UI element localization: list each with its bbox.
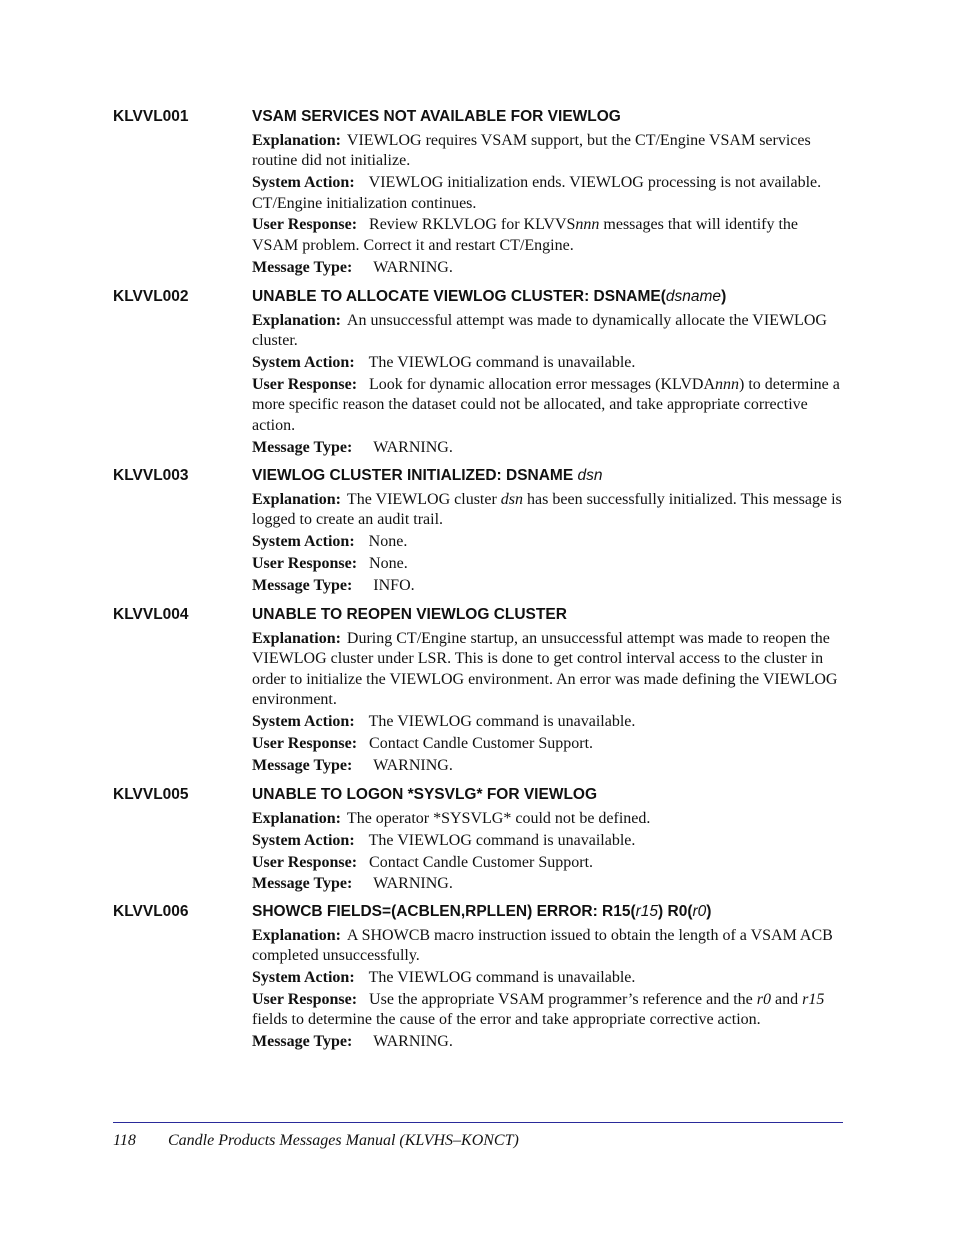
user-response-text: Review RKLVLOG for KLVVS: [369, 216, 576, 234]
title-variable: dsn: [577, 467, 603, 484]
message-id: KLVVL004: [113, 606, 189, 623]
system-action-label: System Action:: [252, 533, 355, 551]
user-response-paragraph: [252, 215, 842, 256]
title-text: ): [706, 903, 712, 920]
title-variable: r0: [692, 903, 707, 920]
title-text: UNABLE TO ALLOCATE VIEWLOG CLUSTER: DSNAME(: [252, 288, 666, 305]
message-type-paragraph: [252, 576, 842, 596]
user-response-label: User Response:: [252, 376, 358, 393]
explanation-label: Explanation:: [252, 630, 341, 647]
message-type-label: Message Type:: [252, 875, 353, 893]
system-action-label: System Action:: [252, 174, 355, 192]
message-type-paragraph: [252, 258, 842, 278]
user-response-text: Contact Candle Customer Support.: [369, 734, 594, 752]
title-variable: r15: [635, 903, 659, 920]
title-text: VIEWLOG CLUSTER INITIALIZED: DSNAME: [252, 467, 578, 484]
message-title: [252, 466, 852, 486]
message-body: [252, 926, 842, 1054]
user-response-label: User Response:: [252, 853, 358, 871]
explanation-text: An unsuccessful attempt was made to dynamically allocate the VIEWLOG cluster.: [252, 312, 827, 350]
user-response-variable: nnn: [575, 216, 600, 234]
user-response-paragraph: [252, 554, 842, 574]
message-body: [252, 311, 842, 459]
system-action-text: The VIEWLOG command is unavailable.: [368, 713, 636, 731]
system-action-text: The VIEWLOG command is unavailable.: [368, 969, 636, 987]
system-action-label: System Action:: [252, 969, 355, 987]
page-number: 118: [113, 1132, 136, 1149]
message-title: [252, 902, 852, 922]
user-response-text: messages that will identify the VSAM problem. Correct it and restart CT/Engine.: [252, 216, 799, 254]
explanation-variable: dsn: [500, 491, 524, 508]
system-action-text: The VIEWLOG command is unavailable.: [368, 354, 636, 372]
message-id: KLVVL001: [113, 108, 189, 125]
message-body: [252, 131, 842, 279]
message-title: UNABLE TO LOGON *SYSVLG* FOR VIEWLOG: [252, 786, 598, 803]
user-response-text: fields to determine the cause of the error and take appropriate corrective action.: [252, 1011, 761, 1029]
system-action-paragraph: [252, 173, 842, 214]
system-action-text: The VIEWLOG command is unavailable.: [368, 831, 636, 849]
message-id: KLVVL003: [113, 467, 189, 484]
explanation-text: VIEWLOG requires VSAM support, but the CT/Engine VSAM services routine did not initialize.: [252, 132, 811, 170]
message-id: KLVVL006: [113, 903, 189, 920]
message-type-paragraph: [252, 874, 842, 894]
message-id: KLVVL002: [113, 288, 189, 305]
user-response-variable: r0: [756, 991, 771, 1008]
message-title: UNABLE TO REOPEN VIEWLOG CLUSTER: [252, 606, 567, 623]
message-type-label: Message Type:: [252, 576, 353, 594]
user-response-text: Use the appropriate VSAM programmer’s reference and the: [369, 991, 757, 1008]
system-action-paragraph: [252, 968, 842, 988]
footer-divider: [113, 1122, 843, 1123]
explanation-label: Explanation:: [252, 312, 341, 329]
message-body: [252, 629, 842, 777]
user-response-label: User Response:: [252, 555, 358, 572]
message-type-text: WARNING.: [373, 258, 453, 276]
explanation-label: Explanation:: [252, 491, 341, 508]
explanation-text: During CT/Engine startup, an unsuccessful attempt was made to reopen the VIEWLOG cluster under LSR. This is done to get control interval access to the cluster in order to initialize the VIEWLOG environment. An error was made defining the VIEWLOG environment.: [252, 630, 838, 709]
system-action-paragraph: [252, 712, 842, 732]
title-text: ) R0(: [658, 903, 693, 920]
user-response-paragraph: [252, 375, 842, 436]
explanation-paragraph: [252, 131, 842, 172]
system-action-label: System Action:: [252, 713, 355, 731]
message-type-label: Message Type:: [252, 438, 353, 456]
explanation-label: Explanation:: [252, 927, 341, 944]
user-response-variable: nnn: [715, 376, 740, 393]
user-response-text: Contact Candle Customer Support.: [369, 853, 594, 871]
message-type-paragraph: [252, 1032, 842, 1052]
explanation-text: has been successfully initialized. This message is logged to create an audit trail.: [252, 491, 842, 529]
system-action-paragraph: [252, 532, 842, 552]
message-title: [252, 287, 852, 307]
explanation-paragraph: [252, 809, 842, 829]
user-response-text: and: [770, 991, 803, 1008]
message-type-paragraph: [252, 438, 842, 458]
user-response-paragraph: [252, 853, 842, 873]
message-type-text: WARNING.: [373, 438, 453, 456]
user-response-label: User Response:: [252, 734, 358, 752]
message-body: [252, 490, 842, 598]
user-response-text: None.: [369, 555, 408, 572]
explanation-paragraph: [252, 311, 842, 352]
explanation-text: The operator *SYSVLG* could not be defined.: [346, 810, 651, 827]
system-action-paragraph: [252, 831, 842, 851]
message-id: KLVVL005: [113, 786, 189, 803]
explanation-label: Explanation:: [252, 132, 341, 149]
message-type-text: WARNING.: [373, 875, 453, 893]
system-action-text: VIEWLOG initialization ends. VIEWLOG processing is not available. CT/Engine initialization continues.: [252, 174, 822, 212]
system-action-paragraph: [252, 353, 842, 373]
explanation-paragraph: [252, 629, 842, 711]
message-type-paragraph: [252, 756, 842, 776]
system-action-label: System Action:: [252, 831, 355, 849]
explanation-paragraph: [252, 490, 842, 531]
system-action-text: None.: [368, 533, 408, 551]
message-type-text: INFO.: [373, 576, 415, 594]
user-response-text: ) to determine a more specific reason the dataset could not be allocated, and take appropriate corrective action.: [252, 376, 840, 434]
explanation-text: The VIEWLOG cluster: [346, 491, 501, 508]
user-response-variable: r15: [802, 991, 825, 1008]
message-title: VSAM SERVICES NOT AVAILABLE FOR VIEWLOG: [252, 108, 621, 125]
message-type-label: Message Type:: [252, 756, 353, 774]
message-type-text: WARNING.: [373, 756, 453, 774]
explanation-text: A SHOWCB macro instruction issued to obtain the length of a VSAM ACB completed unsuccessfully.: [252, 927, 833, 965]
message-type-label: Message Type:: [252, 1033, 353, 1051]
system-action-label: System Action:: [252, 354, 355, 372]
explanation-label: Explanation:: [252, 810, 341, 827]
title-text: ): [721, 288, 727, 305]
message-type-label: Message Type:: [252, 258, 353, 276]
explanation-paragraph: [252, 926, 842, 967]
user-response-label: User Response:: [252, 991, 358, 1008]
user-response-text: Look for dynamic allocation error messages (KLVDA: [369, 376, 716, 393]
title-text: SHOWCB FIELDS=(ACBLEN,RPLLEN) ERROR: R15(: [252, 903, 636, 920]
message-body: [252, 809, 842, 896]
message-type-text: WARNING.: [373, 1033, 453, 1051]
title-variable: dsname: [665, 288, 722, 305]
book-title: Candle Products Messages Manual (KLVHS–KONCT): [168, 1132, 519, 1149]
user-response-paragraph: [252, 734, 842, 754]
user-response-paragraph: [252, 990, 842, 1031]
user-response-label: User Response:: [252, 216, 358, 234]
